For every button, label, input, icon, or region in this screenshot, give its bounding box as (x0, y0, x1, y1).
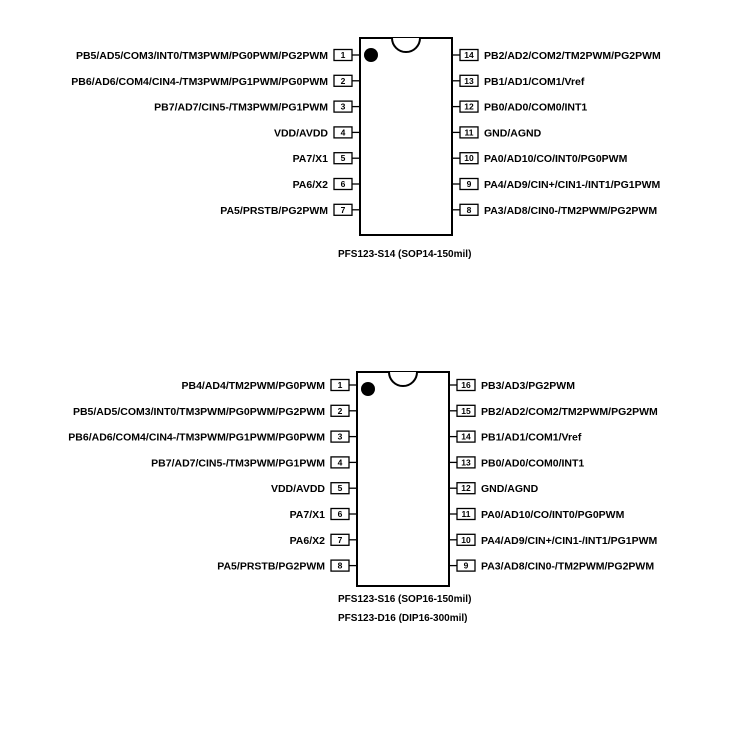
pin-label: PB3/AD3/PG2PWM (481, 380, 575, 392)
pin-label: PA4/AD9/CIN+/CIN1-/INT1/PG1PWM (484, 179, 661, 191)
pin-number: 11 (464, 127, 474, 138)
pin-number: 8 (337, 560, 343, 571)
pin-label: PB1/AD1/COM1/Vref (484, 75, 585, 88)
pin-number: 12 (461, 483, 471, 494)
pin-number: 12 (464, 101, 474, 112)
pin-label: PB0/AD0/COM0/INT1 (484, 101, 588, 114)
pin-number: 4 (340, 127, 346, 138)
pin-number: 13 (464, 75, 474, 86)
chip-body (360, 38, 452, 235)
pin-number: 2 (337, 405, 343, 416)
pin-label: PB5/AD5/COM3/INT0/TM3PWM/PG0PWM/PG2PWM (75, 50, 328, 62)
pin-label: PB6/AD6/COM4/CIN4-/TM3PWM/PG1PWM/PG0PWM (68, 431, 325, 444)
pin-number: 10 (464, 153, 474, 164)
pin-number: 16 (461, 380, 471, 390)
pin-number: 6 (337, 509, 343, 519)
pin-number: 9 (463, 560, 469, 571)
chip-body (357, 372, 449, 586)
pin-label: PB4/AD4/TM2PWM/PG0PWM (181, 380, 325, 392)
pin-number: 13 (461, 457, 471, 468)
pin-number: 4 (337, 457, 343, 468)
pin-label: PB2/AD2/COM2/TM2PWM/PG2PWM (484, 50, 661, 62)
pin-number: 3 (340, 101, 346, 112)
pin-number: 1 (337, 380, 343, 390)
pin-label: PB1/AD1/COM1/Vref (481, 431, 582, 444)
pin-label: PA7/X1 (292, 153, 328, 166)
pin-number: 7 (337, 534, 343, 545)
pin-number: 7 (340, 204, 346, 215)
pin-number: 5 (340, 153, 346, 164)
pin-label: PA0/AD10/CO/INT0/PG0PWM (481, 509, 625, 521)
pin-number: 5 (337, 483, 343, 494)
pin-number: 14 (464, 50, 474, 60)
pin-number: 9 (466, 179, 472, 189)
pin-number: 2 (340, 75, 346, 86)
pin-label: PA7/X1 (289, 509, 325, 521)
package-s14 (71, 38, 661, 260)
pin-label: PB0/AD0/COM0/INT1 (481, 457, 585, 470)
pin-number: 1 (340, 50, 346, 60)
package-s16 (68, 372, 658, 624)
pin1-marker-dot (364, 48, 378, 62)
pin-label: PA0/AD10/CO/INT0/PG0PWM (484, 153, 628, 166)
pin-label: PA6/X2 (289, 534, 325, 547)
pin-number: 10 (461, 534, 471, 545)
pin-label: PB6/AD6/COM4/CIN4-/TM3PWM/PG1PWM/PG0PWM (71, 75, 328, 88)
package-caption: PFS123-S14 (SOP14-150mil) (338, 249, 472, 260)
pin-label: VDD/AVDD (270, 483, 325, 496)
pin-label: GND/AGND (484, 127, 542, 140)
pin-label: PB2/AD2/COM2/TM2PWM/PG2PWM (481, 405, 658, 418)
pin-label: PB7/AD7/CIN5-/TM3PWM/PG1PWM (151, 457, 325, 470)
package-caption: PFS123-S16 (SOP16-150mil) (338, 594, 472, 605)
pin-label: PA5/PRSTB/PG2PWM (220, 204, 328, 217)
pin-label: PA6/X2 (292, 179, 328, 191)
pin-number: 8 (466, 204, 472, 215)
pin-number: 6 (340, 179, 346, 189)
pin-label: PB7/AD7/CIN5-/TM3PWM/PG1PWM (154, 101, 328, 114)
pin-label: PA3/AD8/CIN0-/TM2PWM/PG2PWM (484, 204, 658, 217)
pin-number: 15 (461, 405, 471, 416)
pin-label: PA4/AD9/CIN+/CIN1-/INT1/PG1PWM (481, 534, 658, 547)
pin-label: PA5/PRSTB/PG2PWM (217, 560, 325, 573)
pin1-marker-dot (361, 382, 375, 396)
pin-label: GND/AGND (481, 483, 539, 496)
pin-label: VDD/AVDD (273, 127, 328, 140)
pin-label: PB5/AD5/COM3/INT0/TM3PWM/PG0PWM/PG2PWM (72, 405, 325, 418)
package-caption: PFS123-D16 (DIP16-300mil) (338, 613, 468, 624)
pin-number: 11 (461, 509, 471, 519)
pin-number: 14 (461, 431, 471, 442)
pin-label: PA3/AD8/CIN0-/TM2PWM/PG2PWM (481, 560, 655, 573)
pin-number: 3 (337, 431, 343, 442)
